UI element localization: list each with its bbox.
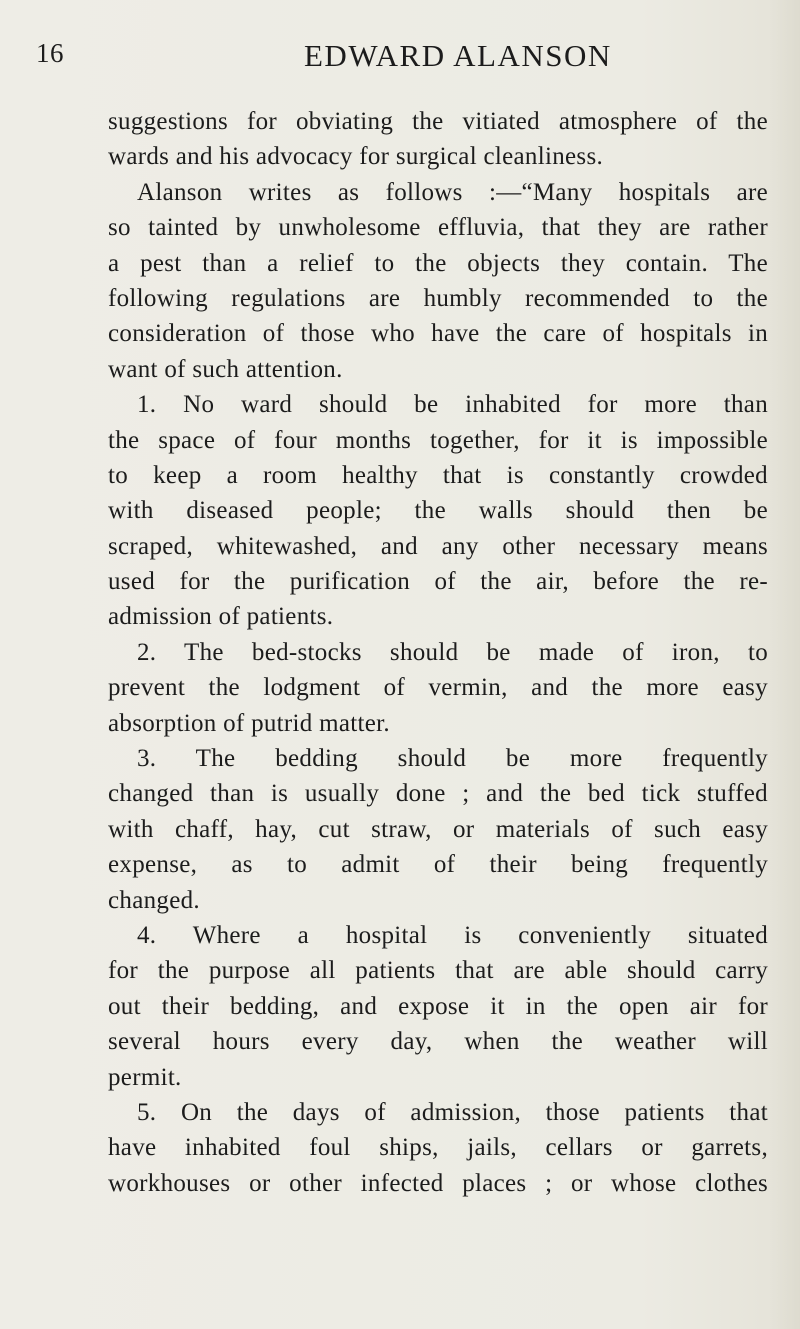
text-line: 5. On the days of admission, those patients that [137,1098,768,1126]
text-line: want of such attention. [108,355,343,383]
text-line: workhouses or other infected places ; or whose clothes [108,1169,768,1197]
text-line: changed. [108,886,200,914]
text-line: following regulations are humbly recommended to the [108,284,768,312]
text-line: with diseased people; the walls should then be [108,497,768,525]
text-line: prevent the lodgment of vermin, and the more easy [108,674,768,702]
text-line: have inhabited foul ships, jails, cellars or garrets, [108,1134,768,1162]
text-line: 2. The bed-stocks should be made of iron, to [137,638,768,666]
text-line: for the purpose all patients that are able should carry [108,957,768,985]
text-line: Alanson writes as follows :—“Many hospitals are [137,178,768,206]
text-line: consideration of those who have the care of hospitals in [108,320,768,348]
text-line: 1. No ward should be inhabited for more than [137,391,768,419]
text-line: absorption of putrid matter. [108,709,390,737]
text-line: with chaff, hay, cut straw, or materials of such easy [108,815,768,843]
text-line: so tainted by unwholesome effluvia, that they are rather [108,214,768,242]
text-line: to keep a room healthy that is constantly crowded [108,461,768,489]
text-line: changed than is usually done ; and the bed tick stuffed [108,780,768,808]
running-head: EDWARD ALANSON [304,38,612,73]
text-line: wards and his advocacy for surgical cleanliness. [108,143,604,171]
page-number: 16 [36,38,64,68]
text-line: permit. [108,1063,182,1091]
text-line: expense, as to admit of their being frequently [108,851,768,879]
text-line: scraped, whitewashed, and any other necessary means [108,532,768,560]
text-line: suggestions for obviating the vitiated atmosphere of the [108,108,768,135]
text-line: 4. Where a hospital is conveniently situated [137,921,768,949]
text-line: out their bedding, and expose it in the open air for [108,992,768,1020]
text-line: used for the purification of the air, before the re- [108,568,768,596]
text-line: a pest than a relief to the objects they contain. The [108,249,768,277]
page-header [0,38,800,78]
body-text [108,104,768,1201]
text-line: admission of patients. [108,603,334,631]
text-line: the space of four months together, for it is impossible [108,426,768,454]
text-line: 3. The bedding should be more frequently [137,745,768,773]
text-line: several hours every day, when the weather will [108,1028,768,1056]
